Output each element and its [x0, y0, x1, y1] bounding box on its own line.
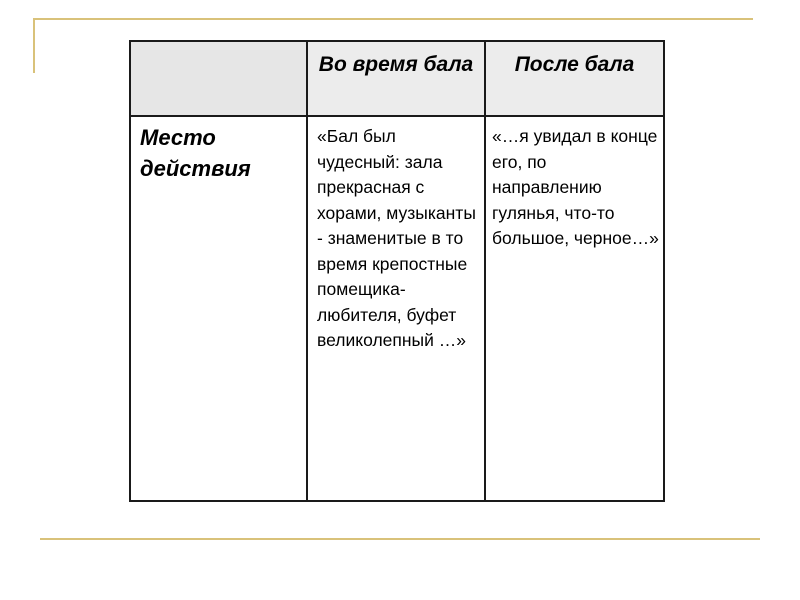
decorative-left-rule: [33, 18, 35, 73]
decorative-bottom-rule: [40, 538, 760, 540]
quote-during-ball: «Бал был чудесный: зала прекрасная с хорами, музыканты - знаменитые в то время крепостные помещика-любителя, буфет великолепный …»: [307, 116, 485, 501]
table-row: [130, 116, 664, 501]
comparison-table: [129, 40, 665, 502]
header-during-ball: Во время бала: [307, 41, 485, 116]
header-after-ball: После бала: [485, 41, 664, 116]
quote-after-ball: «…я увидал в конце его, по направлению гулянья, что-то большое, черное…»: [485, 116, 664, 501]
row-label-setting: Место действия: [130, 116, 307, 501]
empty-header-cell: [130, 41, 307, 116]
decorative-top-rule: [33, 18, 753, 20]
header-row: [130, 41, 664, 116]
